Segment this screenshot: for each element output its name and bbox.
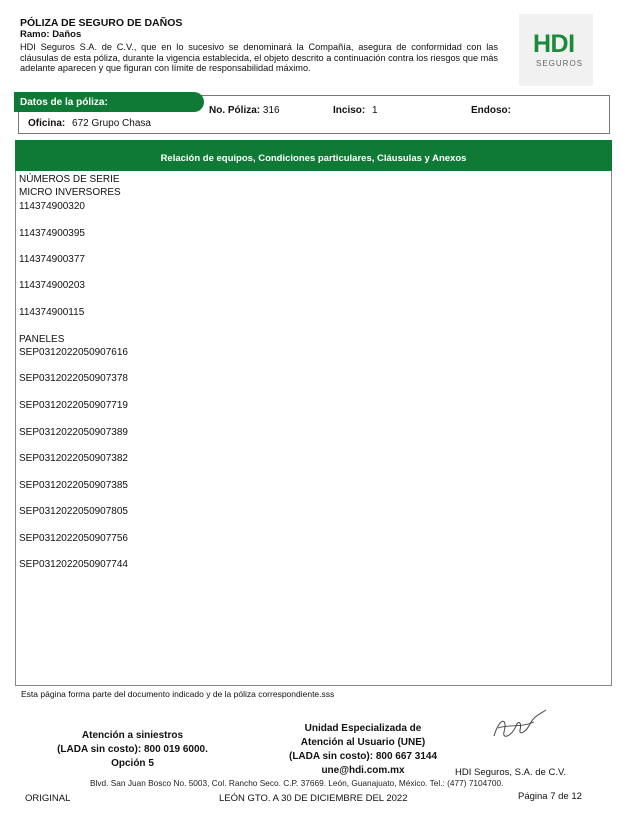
footer-note: Esta página forma parte del documento indicado y de la póliza correspondiente.sss (21, 689, 335, 699)
relation-line: SEP0312022050907385 (19, 480, 128, 491)
une-line: Atención al Usuario (UNE) (300, 737, 426, 748)
inciso-value: 1 (372, 105, 378, 116)
company-address: Blvd. San Juan Bosco No. 5003, Col. Rancho Seco. C.P. 37669. León, Guanajuato, México. Tel.: (477) 7104700. (90, 778, 504, 788)
relation-line: SEP0312022050907744 (19, 559, 128, 570)
poliza-field (209, 105, 280, 116)
relation-line: PANELES (19, 334, 65, 345)
oficina-value: 672 Grupo Chasa (72, 118, 151, 129)
relation-line: 114374900395 (19, 228, 85, 239)
policy-title: PÓLIZA DE SEGURO DE DAÑOS (20, 17, 183, 29)
relation-header: Relación de equipos, Condiciones particulares, Cláusulas y Anexos (15, 140, 612, 171)
claims-line: Opción 5 (111, 758, 154, 769)
oficina-field (28, 118, 151, 129)
intro-text: HDI Seguros S.A. de C.V., que en lo sucesivo se denominará la Compañía, asegura de conformidad con las cláusulas de esta póliza, durante la vigencia establecida, el objeto descrito a continuación contra los riesgos que más adelante aparecen y que figuran con límite de responsabilidad máximo. (20, 42, 498, 73)
relation-line: SEP0312022050907805 (19, 506, 128, 517)
relation-line: SEP0312022050907382 (19, 453, 128, 464)
relation-line: SEP0312022050907756 (19, 533, 128, 544)
page-number: Página 7 de 12 (518, 791, 582, 802)
relation-line: SEP0312022050907719 (19, 400, 128, 411)
logo-subtext: SEGUROS (536, 59, 584, 68)
une-contact (268, 722, 458, 778)
oficina-label: Oficina: (28, 118, 66, 129)
relation-line: 114374900377 (19, 254, 85, 265)
relation-line: SEP0312022050907389 (19, 427, 128, 438)
relation-line: MICRO INVERSORES (19, 187, 121, 198)
policy-data-tab (14, 92, 204, 112)
une-email[interactable]: une@hdi.com.mx (321, 765, 405, 776)
relation-line: 114374900115 (19, 307, 85, 318)
une-line: (LADA sin costo): 800 667 3144 (288, 751, 438, 762)
signature-icon (490, 706, 550, 746)
claims-line: (LADA sin costo): 800 019 6000. (57, 744, 208, 755)
original-label: ORIGINAL (25, 793, 71, 804)
policy-data-tab-label: Datos de la póliza: (20, 97, 108, 108)
issue-date: LEÓN GTO. A 30 DE DICIEMBRE DEL 2022 (219, 793, 408, 804)
logo-text: HDI (533, 30, 575, 58)
ramo-label: Ramo: Daños (20, 29, 82, 40)
relation-line: SEP0312022050907616 (19, 347, 128, 358)
inciso-field (333, 105, 378, 116)
endoso-label: Endoso: (471, 105, 511, 116)
company-name: HDI Seguros, S.A. de C.V. (455, 767, 567, 778)
relation-line: 114374900320 (19, 201, 85, 212)
poliza-label: No. Póliza: (209, 105, 261, 116)
claims-line: Atención a siniestros (81, 730, 184, 741)
claims-contact (40, 729, 225, 771)
relation-line: 114374900203 (19, 280, 85, 291)
hdi-logo (519, 14, 593, 86)
inciso-label: Inciso: (333, 105, 366, 116)
une-line: Unidad Especializada de (304, 723, 422, 734)
relation-line: SEP0312022050907378 (19, 373, 128, 384)
poliza-value: 316 (262, 105, 280, 116)
endoso-field (471, 105, 511, 116)
relation-line: NÚMEROS DE SERIE (19, 174, 120, 185)
